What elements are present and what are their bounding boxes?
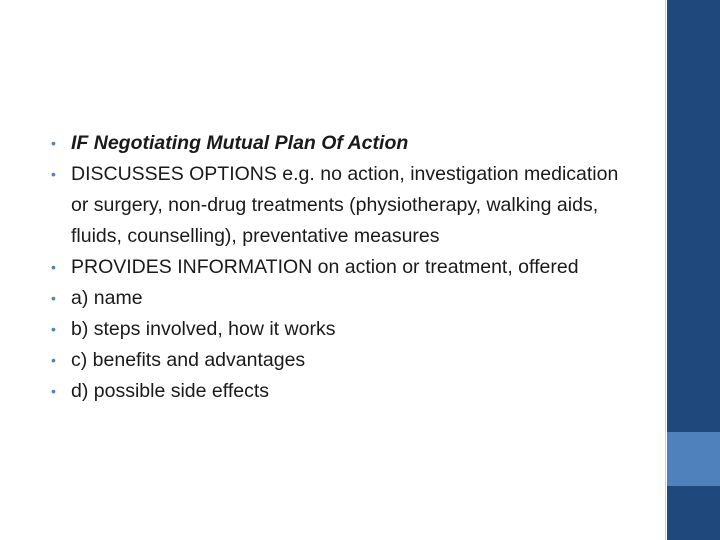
bullet-text: DISCUSSES OPTIONS e.g. no action, investigation medication or surgery, non-drug treatments (physiotherapy, walking aids, fluids, counselling), preventative measures: [71, 163, 619, 247]
bullet-item-benefits: [51, 345, 631, 376]
bullet-icon: •: [51, 321, 56, 337]
bullet-item-name: [51, 283, 631, 314]
side-divider-line: [665, 0, 666, 540]
bullet-item-title: [51, 128, 631, 159]
bullet-text: b) steps involved, how it works: [71, 318, 336, 340]
side-accent-block: [667, 432, 720, 486]
bullet-item-side-effects: [51, 376, 631, 407]
bullet-text: PROVIDES INFORMATION on action or treatment, offered: [71, 256, 579, 278]
bullet-icon: •: [51, 352, 56, 368]
bullet-icon: •: [51, 383, 56, 399]
bullet-icon: •: [51, 135, 56, 151]
bullet-icon: •: [51, 290, 56, 306]
bullet-text: c) benefits and advantages: [71, 349, 306, 371]
slide-content: [51, 128, 631, 407]
bullet-item-steps: [51, 314, 631, 345]
bullet-item-information: [51, 252, 631, 283]
bullet-item-options: [51, 159, 631, 252]
bullet-text: IF Negotiating Mutual Plan Of Action: [71, 132, 409, 154]
bullet-icon: •: [51, 259, 56, 275]
bullet-text: d) possible side effects: [71, 380, 269, 402]
bullet-icon: •: [51, 166, 56, 182]
bullet-text: a) name: [71, 287, 143, 309]
bullet-list: [51, 128, 631, 407]
